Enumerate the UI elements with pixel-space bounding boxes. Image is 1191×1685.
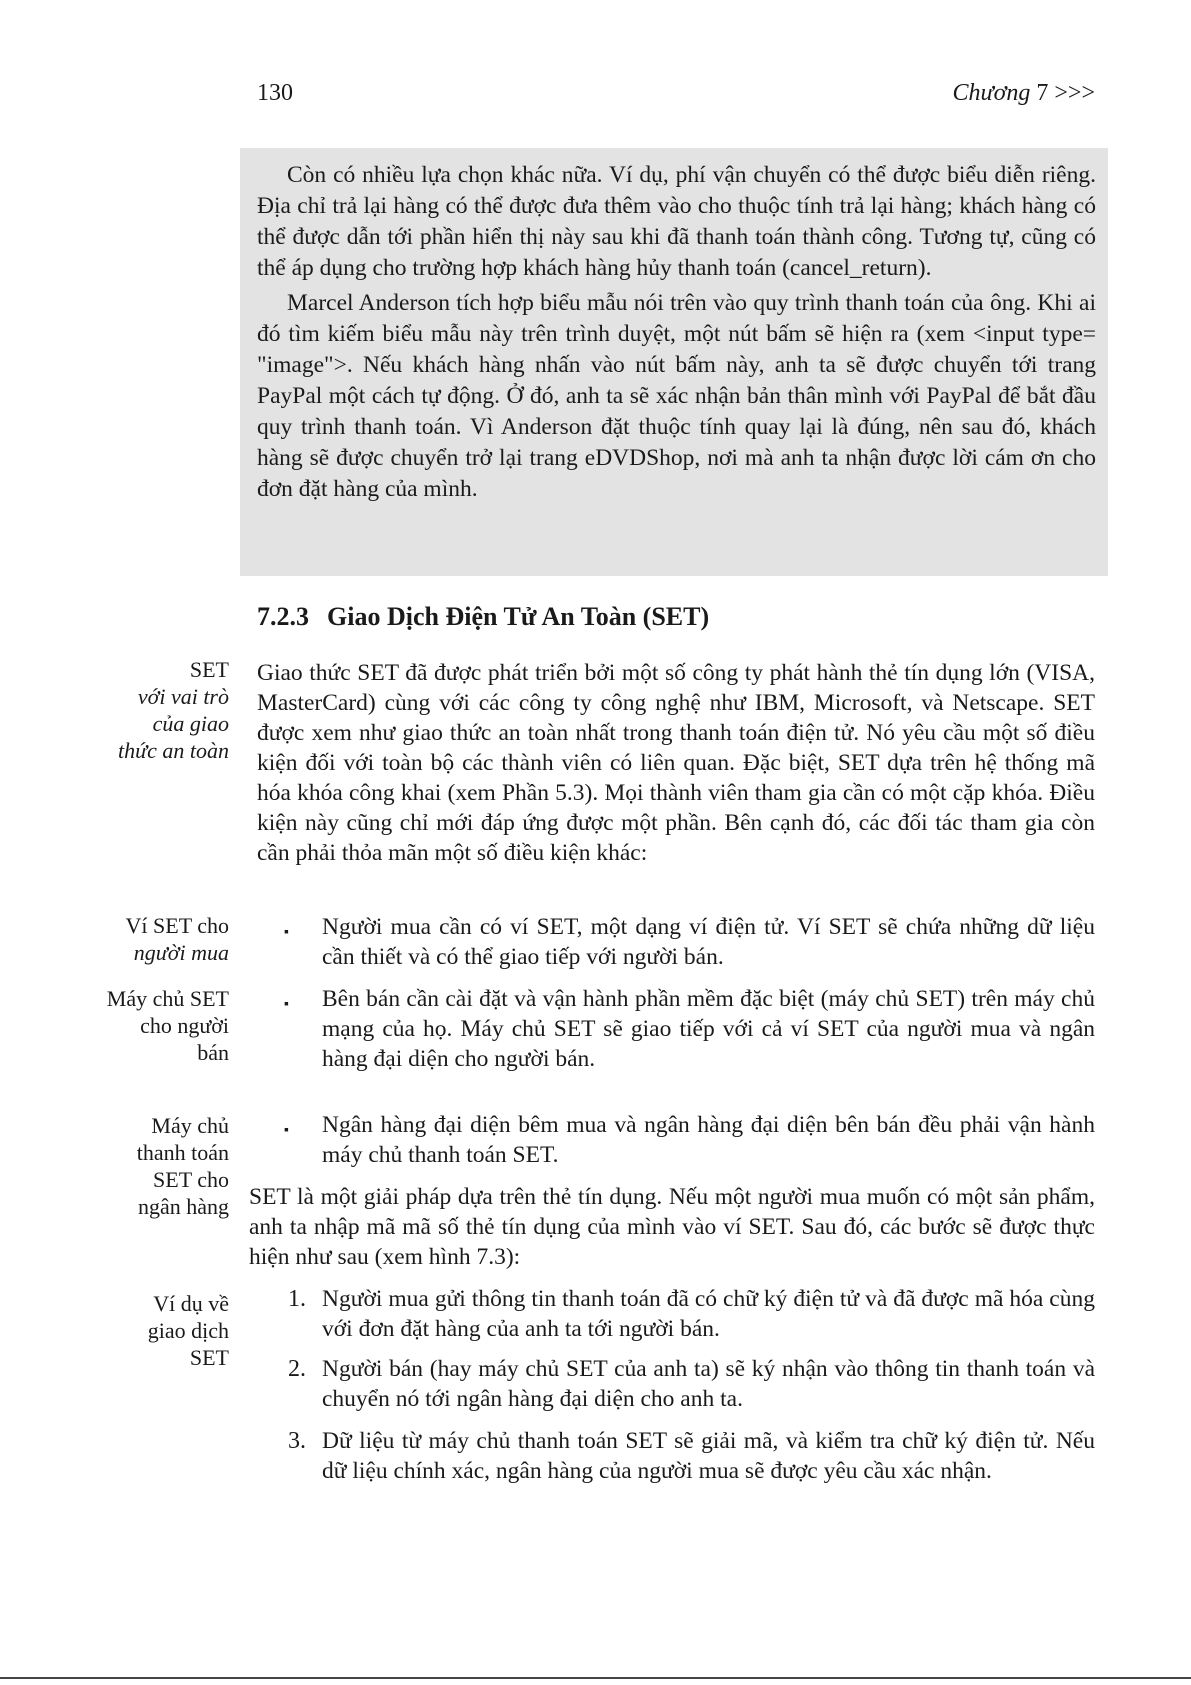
margin-note-line: SET xyxy=(189,657,229,682)
bullet-icon: ▪ xyxy=(284,925,289,940)
step-item xyxy=(284,1354,1095,1414)
margin-note-line: Ví SET cho xyxy=(125,913,229,938)
margin-note-line: với vai trò xyxy=(137,684,229,709)
bullet-icon: ▪ xyxy=(284,997,289,1012)
margin-note-line: bán xyxy=(197,1040,229,1065)
step-text: Dữ liệu từ máy chủ thanh toán SET sẽ giải mã, và kiểm tra chữ ký điện tử. Nếu dữ liệu chính xác, ngân hàng của người mua sẽ được yêu cầu xác nhận. xyxy=(322,1428,1095,1484)
step-item xyxy=(284,1284,1095,1344)
step-text: Người bán (hay máy chủ SET của anh ta) sẽ ký nhận vào thông tin thanh toán và chuyển nó tới ngân hàng đại diện cho anh ta. xyxy=(322,1356,1095,1412)
chapter-label xyxy=(952,80,1095,107)
chapter-number: 7 >>> xyxy=(1036,80,1095,106)
step-number: 3. xyxy=(288,1428,306,1454)
bullet-icon: ▪ xyxy=(284,1123,289,1138)
margin-note-line: của giao xyxy=(152,711,229,736)
bullet-item xyxy=(284,984,1095,1074)
margin-note-buyer-wallet xyxy=(79,912,229,966)
margin-note-merchant-server xyxy=(79,985,229,1066)
step-number: 1. xyxy=(288,1286,306,1312)
chapter-word: Chương xyxy=(952,80,1031,106)
step-number: 2. xyxy=(288,1356,306,1382)
margin-note-line: SET xyxy=(189,1345,229,1370)
summary-paragraph: SET là một giải pháp dựa trên thẻ tín dụng. Nếu một người mua muốn có một sản phẩm, anh ta nhập mã mã số thẻ tín dụng của mình vào ví SET. Sau đó, các bước sẽ được thực hiện như sau (xem hình 7.3): xyxy=(249,1184,1095,1270)
box-paragraph-2: Marcel Anderson tích hợp biểu mẫu nói trên vào quy trình thanh toán của ông. Khi ai đó tìm kiếm biểu mẫu này trên trình duyệt, một nút bấm sẽ hiện ra (xem <input type= "image">. Nếu khách hàng nhấn vào nút bấm này, anh ta sẽ được chuyển tới trang PayPal một cách tự động. Ở đó, anh ta sẽ xác nhận bản thân mình với PayPal để bắt đầu quy trình thanh toán. Vì Anderson đặt thuộc tính quay lại là đúng, nên sau đó, khách hàng sẽ được chuyển trở lại trang eDVDShop, nơi mà anh ta nhận được lời cám ơn cho đơn đặt hàng của mình. xyxy=(257,290,1096,502)
page-number: 130 xyxy=(257,80,293,106)
step-text: Người mua gửi thông tin thanh toán đã có chữ ký điện tử và đã được mã hóa cùng với đơn đặt hàng của anh ta tới người bán. xyxy=(322,1286,1095,1342)
bullet-text: Người mua cần có ví SET, một dạng ví điện tử. Ví SET sẽ chứa những dữ liệu cần thiết và có thể giao tiếp với người bán. xyxy=(322,914,1095,970)
margin-note-line: thanh toán xyxy=(136,1140,229,1165)
margin-note-line: Ví dụ về xyxy=(153,1291,229,1316)
margin-note-line: giao dịch xyxy=(147,1318,229,1343)
box-paragraph-1: Còn có nhiều lựa chọn khác nữa. Ví dụ, phí vận chuyển có thể được biểu diễn riêng. Địa chỉ trả lại hàng có thể được đưa thêm vào cho thuộc tính trả lại hàng; khách hàng có thể được dẫn tới phần hiển thị này sau khi đã thanh toán thành công. Tương tự, cũng có thể áp dụng cho trường hợp khách hàng hủy thanh toán (cancel_return). xyxy=(257,162,1096,281)
bottom-rule xyxy=(0,1677,1191,1679)
bullet-text: Ngân hàng đại diện bêm mua và ngân hàng đại diện bên bán đều phải vận hành máy chủ thanh toán SET. xyxy=(322,1112,1095,1168)
bullet-text: Bên bán cần cài đặt và vận hành phần mềm đặc biệt (máy chủ SET) trên máy chủ mạng của họ. Máy chủ SET sẽ giao tiếp với cả ví SET của người mua và ngân hàng đại diện cho người bán. xyxy=(322,986,1095,1072)
margin-note-set-role xyxy=(79,656,229,764)
margin-note-set-example xyxy=(79,1290,229,1371)
margin-note-line: SET cho xyxy=(153,1167,229,1192)
margin-note-line: ngân hàng xyxy=(137,1194,229,1219)
example-box xyxy=(240,148,1108,576)
margin-note-payment-server xyxy=(79,1112,229,1220)
step-item xyxy=(284,1426,1095,1486)
intro-paragraph: Giao thức SET đã được phát triển bởi một số công ty phát hành thẻ tín dụng lớn (VISA, MasterCard) cùng với các công ty công nghệ như IBM, Microsoft, và Netscape. SET được xem như giao thức an toàn nhất trong thanh toán điện tử. Nó yêu cầu một số điều kiện đối với toàn bộ các thành viên có liên quan. Đặc biệt, SET dựa trên hệ thống mã hóa khóa công khai (xem Phần 5.3). Mọi thành viên tham gia cần có một cặp khóa. Điều kiện này cũng chỉ mới đáp ứng được một phần. Bên cạnh đó, các đối tác tham gia còn cần phải thỏa mãn một số điều kiện khác: xyxy=(257,660,1095,866)
section-heading xyxy=(257,602,709,632)
margin-note-line: Máy chủ SET xyxy=(106,986,229,1011)
margin-note-line: người mua xyxy=(133,940,229,965)
margin-note-line: cho người xyxy=(140,1013,229,1038)
bullet-item xyxy=(284,912,1095,972)
section-number: 7.2.3 xyxy=(257,602,309,631)
section-title: Giao Dịch Điện Tử An Toàn (SET) xyxy=(327,602,710,631)
margin-note-line: thức an toàn xyxy=(118,738,229,763)
margin-note-line: Máy chủ xyxy=(151,1113,229,1138)
bullet-item xyxy=(284,1110,1095,1170)
